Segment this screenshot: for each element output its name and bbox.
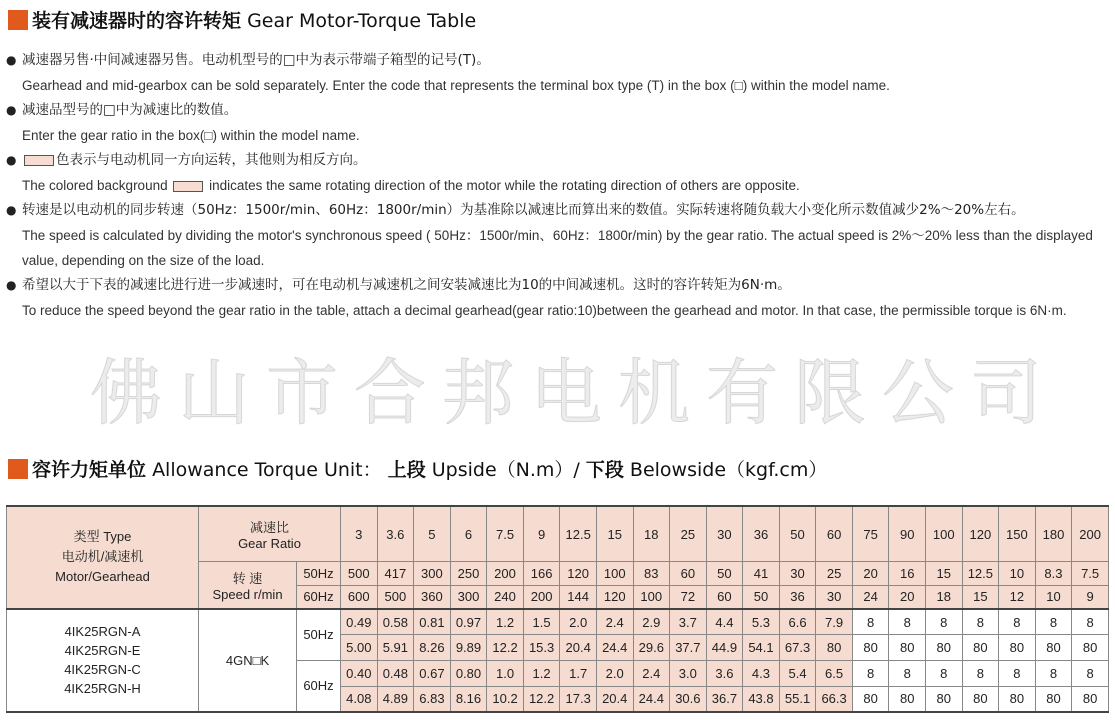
torque-value-cell: 1.7 bbox=[560, 660, 597, 686]
torque-value-cell: 7.9 bbox=[816, 609, 853, 635]
models-cell-line: 4IK25RGN-E bbox=[64, 643, 141, 659]
torque-value-cell: 37.7 bbox=[670, 635, 707, 661]
models-cell bbox=[7, 609, 199, 712]
speed-header-cell bbox=[199, 562, 297, 609]
gear-ratio-cell: 200 bbox=[1072, 506, 1109, 562]
bullet-icon: ● bbox=[6, 103, 17, 117]
company-watermark: 佛山市合邦电机有限公司 bbox=[90, 351, 1059, 435]
torque-value-cell: 2.4 bbox=[596, 609, 633, 635]
torque-value-cell: 80 bbox=[962, 635, 999, 661]
torque-value-cell: 80 bbox=[999, 686, 1036, 712]
note-text-zh: 减速器另售·中间减速器另售。电动机型号的□中为表示带端子箱型的记号(T)。 bbox=[22, 52, 490, 68]
speed-value-cell: 12 bbox=[999, 585, 1036, 609]
speed-value-cell: 240 bbox=[487, 585, 524, 609]
speed-value-cell: 100 bbox=[633, 585, 670, 609]
torque-value-cell: 44.9 bbox=[706, 635, 743, 661]
section-heading-torque-table bbox=[8, 6, 476, 33]
type-header-cell-line: 电动机/减速机 bbox=[61, 549, 144, 565]
speed-value-cell: 360 bbox=[414, 585, 451, 609]
gearhead-cell: 4GN□K bbox=[199, 609, 297, 712]
gear-ratio-cell: 36 bbox=[743, 506, 780, 562]
speed-value-cell: 10 bbox=[1035, 585, 1072, 609]
speed-value-cell: 18 bbox=[926, 585, 963, 609]
gear-ratio-cell: 6 bbox=[450, 506, 487, 562]
torque-value-cell: 8 bbox=[1035, 609, 1072, 635]
bullet-icon: ● bbox=[6, 53, 17, 67]
torque-value-cell: 4.3 bbox=[743, 660, 780, 686]
torque-value-cell: 0.80 bbox=[450, 660, 487, 686]
speed-value-cell: 200 bbox=[487, 562, 524, 586]
speed-value-cell: 12.5 bbox=[962, 562, 999, 586]
gear-ratio-cell: 25 bbox=[670, 506, 707, 562]
torque-value-cell: 2.9 bbox=[633, 609, 670, 635]
note-item bbox=[6, 48, 1112, 98]
torque-value-cell: 54.1 bbox=[743, 635, 780, 661]
torque-value-cell: 6.83 bbox=[414, 686, 451, 712]
torque-value-cell: 3.6 bbox=[706, 660, 743, 686]
speed-value-cell: 15 bbox=[926, 562, 963, 586]
speed-value-cell: 24 bbox=[852, 585, 889, 609]
orange-square-icon bbox=[8, 10, 28, 30]
note-text-zh: 色表示与电动机同一方向运转，其他则为相反方向。 bbox=[56, 152, 367, 168]
table-row bbox=[7, 609, 1109, 635]
gear-ratio-cell: 150 bbox=[999, 506, 1036, 562]
speed-value-cell: 60 bbox=[706, 585, 743, 609]
torque-value-cell: 8 bbox=[889, 660, 926, 686]
torque-value-cell: 8 bbox=[962, 660, 999, 686]
type-header-cell bbox=[7, 506, 199, 609]
torque-value-cell: 0.67 bbox=[414, 660, 451, 686]
torque-value-cell: 1.2 bbox=[523, 660, 560, 686]
speed-value-cell: 500 bbox=[341, 562, 378, 586]
speed-value-cell: 500 bbox=[377, 585, 414, 609]
torque-value-cell: 8.16 bbox=[450, 686, 487, 712]
type-header-cell-line: Motor/Gearhead bbox=[55, 569, 150, 585]
torque-value-cell: 10.2 bbox=[487, 686, 524, 712]
speed-value-cell: 30 bbox=[816, 585, 853, 609]
speed-value-cell: 72 bbox=[670, 585, 707, 609]
torque-value-cell: 2.4 bbox=[633, 660, 670, 686]
torque-value-cell: 0.40 bbox=[341, 660, 378, 686]
torque-value-cell: 8 bbox=[999, 609, 1036, 635]
speed-value-cell: 120 bbox=[560, 562, 597, 586]
torque-value-cell: 36.7 bbox=[706, 686, 743, 712]
frequency-cell: 60Hz bbox=[297, 660, 341, 712]
bullet-icon: ● bbox=[6, 203, 17, 217]
torque-value-cell: 8 bbox=[1035, 660, 1072, 686]
torque-value-cell: 4.89 bbox=[377, 686, 414, 712]
speed-value-cell: 15 bbox=[962, 585, 999, 609]
heading-title-en: Gear Motor-Torque Table bbox=[247, 10, 477, 32]
speed-value-cell: 417 bbox=[377, 562, 414, 586]
torque-value-cell: 2.0 bbox=[596, 660, 633, 686]
models-cell-line: 4IK25RGN-C bbox=[64, 662, 141, 678]
note-item bbox=[6, 273, 1112, 323]
note-text-en: Enter the gear ratio in the box(□) within the model name. bbox=[22, 128, 360, 143]
torque-value-cell: 3.0 bbox=[670, 660, 707, 686]
speed-value-cell: 100 bbox=[596, 562, 633, 586]
torque-value-cell: 80 bbox=[1072, 686, 1109, 712]
torque-value-cell: 8 bbox=[962, 609, 999, 635]
models-cell-line: 4IK25RGN-A bbox=[64, 624, 141, 640]
speed-value-cell: 10 bbox=[999, 562, 1036, 586]
bullet-icon: ● bbox=[6, 278, 17, 292]
torque-value-cell: 80 bbox=[1035, 635, 1072, 661]
torque-value-cell: 1.2 bbox=[487, 609, 524, 635]
speed-value-cell: 300 bbox=[450, 585, 487, 609]
unit-label-zh: 容许力矩单位 bbox=[32, 459, 147, 481]
speed-value-cell: 50 bbox=[743, 585, 780, 609]
speed-value-cell: 120 bbox=[596, 585, 633, 609]
note-text-en: Gearhead and mid-gearbox can be sold separately. Enter the code that represents the terminal box type (T) in the box (□) within the model name. bbox=[22, 78, 890, 93]
torque-value-cell: 5.00 bbox=[341, 635, 378, 661]
color-swatch-icon bbox=[173, 181, 203, 192]
torque-value-cell: 80 bbox=[889, 686, 926, 712]
speed-header-cell-line: Speed r/min bbox=[212, 587, 283, 603]
torque-value-cell: 8 bbox=[889, 609, 926, 635]
note-text-en: The speed is calculated by dividing the motor's synchronous speed ( 50Hz：1500r/min、60Hz：1800r/min) by the gear ratio. The actual speed is 2%～20% less than the displayed value, depending on the size of the load. bbox=[22, 228, 1093, 268]
torque-value-cell: 8 bbox=[1072, 609, 1109, 635]
torque-value-cell: 0.49 bbox=[341, 609, 378, 635]
speed-value-cell: 83 bbox=[633, 562, 670, 586]
torque-value-cell: 6.6 bbox=[779, 609, 816, 635]
torque-value-cell: 0.48 bbox=[377, 660, 414, 686]
torque-value-cell: 17.3 bbox=[560, 686, 597, 712]
gear-ratio-cell: 5 bbox=[414, 506, 451, 562]
torque-value-cell: 80 bbox=[1072, 635, 1109, 661]
torque-value-cell: 4.08 bbox=[341, 686, 378, 712]
torque-value-cell: 8 bbox=[999, 660, 1036, 686]
gear-ratio-cell: 120 bbox=[962, 506, 999, 562]
gear-ratio-cell: 90 bbox=[889, 506, 926, 562]
torque-value-cell: 80 bbox=[889, 635, 926, 661]
lower-label-en: Belowside（kgf.cm） bbox=[629, 459, 828, 481]
gear-ratio-cell: 7.5 bbox=[487, 506, 524, 562]
speed-header-cell-line: 转 速 bbox=[232, 571, 263, 587]
upper-label-en: Upside（N.m）/ bbox=[431, 459, 580, 481]
torque-value-cell: 43.8 bbox=[743, 686, 780, 712]
torque-value-cell: 8 bbox=[852, 609, 889, 635]
gear-ratio-cell: 180 bbox=[1035, 506, 1072, 562]
torque-value-cell: 67.3 bbox=[779, 635, 816, 661]
torque-value-cell: 15.3 bbox=[523, 635, 560, 661]
torque-value-cell: 8 bbox=[926, 609, 963, 635]
note-text-zh: 希望以大于下表的减速比进行进一步减速时，可在电动机与减速机之间安装减速比为10的中间减速机。这时的容许转矩为6N·m。 bbox=[22, 277, 791, 293]
speed-value-cell: 41 bbox=[743, 562, 780, 586]
torque-value-cell: 24.4 bbox=[633, 686, 670, 712]
speed-value-cell: 200 bbox=[523, 585, 560, 609]
table-header-row bbox=[7, 506, 1109, 562]
speed-value-cell: 20 bbox=[889, 585, 926, 609]
bullet-icon: ● bbox=[6, 153, 17, 167]
section-heading-torque-unit bbox=[8, 455, 827, 482]
gear-ratio-header-cell-line: 减速比 bbox=[249, 520, 289, 536]
torque-value-cell: 3.7 bbox=[670, 609, 707, 635]
torque-value-cell: 80 bbox=[816, 635, 853, 661]
torque-value-cell: 8.26 bbox=[414, 635, 451, 661]
torque-value-cell: 5.3 bbox=[743, 609, 780, 635]
torque-value-cell: 80 bbox=[1035, 686, 1072, 712]
speed-value-cell: 600 bbox=[341, 585, 378, 609]
torque-value-cell: 29.6 bbox=[633, 635, 670, 661]
speed-value-cell: 30 bbox=[779, 562, 816, 586]
torque-value-cell: 20.4 bbox=[596, 686, 633, 712]
torque-value-cell: 80 bbox=[999, 635, 1036, 661]
speed-value-cell: 250 bbox=[450, 562, 487, 586]
frequency-cell: 50Hz bbox=[297, 609, 341, 661]
gear-ratio-cell: 50 bbox=[779, 506, 816, 562]
speed-value-cell: 166 bbox=[523, 562, 560, 586]
torque-value-cell: 20.4 bbox=[560, 635, 597, 661]
torque-value-cell: 80 bbox=[926, 686, 963, 712]
torque-value-cell: 9.89 bbox=[450, 635, 487, 661]
torque-value-cell: 0.58 bbox=[377, 609, 414, 635]
speed-value-cell: 60 bbox=[670, 562, 707, 586]
torque-value-cell: 24.4 bbox=[596, 635, 633, 661]
gear-ratio-cell: 3 bbox=[341, 506, 378, 562]
frequency-cell: 50Hz bbox=[297, 562, 341, 586]
gear-ratio-cell: 15 bbox=[596, 506, 633, 562]
type-header-cell-line: 类型 Type bbox=[73, 529, 132, 545]
gear-ratio-cell: 100 bbox=[926, 506, 963, 562]
speed-value-cell: 9 bbox=[1072, 585, 1109, 609]
torque-value-cell: 6.5 bbox=[816, 660, 853, 686]
speed-value-cell: 144 bbox=[560, 585, 597, 609]
heading-title-zh: 装有减速器时的容许转矩 bbox=[32, 10, 242, 32]
gear-ratio-cell: 30 bbox=[706, 506, 743, 562]
speed-value-cell: 300 bbox=[414, 562, 451, 586]
torque-value-cell: 5.4 bbox=[779, 660, 816, 686]
note-text-zh: 减速品型号的□中为减速比的数值。 bbox=[22, 102, 238, 118]
speed-value-cell: 20 bbox=[852, 562, 889, 586]
torque-value-cell: 8 bbox=[1072, 660, 1109, 686]
torque-value-cell: 80 bbox=[852, 686, 889, 712]
torque-value-cell: 30.6 bbox=[670, 686, 707, 712]
gear-ratio-header-cell bbox=[199, 506, 341, 562]
color-swatch-icon bbox=[24, 155, 54, 166]
torque-value-cell: 1.5 bbox=[523, 609, 560, 635]
gear-ratio-cell: 12.5 bbox=[560, 506, 597, 562]
lower-label-zh: 下段 bbox=[585, 459, 624, 481]
speed-value-cell: 25 bbox=[816, 562, 853, 586]
note-text-zh: 转速是以电动机的同步转速（50Hz：1500r/min、60Hz：1800r/min）为基准除以减速比而算出来的数值。实际转速将随负载大小变化所示数值减少2%～20%左右。 bbox=[22, 202, 1025, 218]
gear-ratio-cell: 60 bbox=[816, 506, 853, 562]
gear-ratio-cell: 18 bbox=[633, 506, 670, 562]
note-item bbox=[6, 148, 1112, 198]
torque-value-cell: 80 bbox=[852, 635, 889, 661]
unit-label-en: Allowance Torque Unit： bbox=[152, 459, 382, 481]
speed-value-cell: 50 bbox=[706, 562, 743, 586]
torque-value-cell: 8 bbox=[926, 660, 963, 686]
models-cell-line: 4IK25RGN-H bbox=[64, 681, 141, 697]
torque-value-cell: 4.4 bbox=[706, 609, 743, 635]
torque-value-cell: 2.0 bbox=[560, 609, 597, 635]
torque-value-cell: 5.91 bbox=[377, 635, 414, 661]
note-text-en: indicates the same rotating direction of the motor while the rotating direction of others are opposite. bbox=[209, 178, 800, 193]
torque-value-cell: 80 bbox=[962, 686, 999, 712]
torque-value-cell: 0.97 bbox=[450, 609, 487, 635]
speed-value-cell: 7.5 bbox=[1072, 562, 1109, 586]
frequency-cell: 60Hz bbox=[297, 585, 341, 609]
gear-ratio-cell: 3.6 bbox=[377, 506, 414, 562]
speed-value-cell: 8.3 bbox=[1035, 562, 1072, 586]
torque-value-cell: 55.1 bbox=[779, 686, 816, 712]
gear-ratio-cell: 75 bbox=[852, 506, 889, 562]
torque-value-cell: 66.3 bbox=[816, 686, 853, 712]
note-text-en: The colored background bbox=[22, 178, 168, 193]
speed-value-cell: 36 bbox=[779, 585, 816, 609]
note-text-en: To reduce the speed beyond the gear ratio in the table, attach a decimal gearhead(gear ratio:10)between the gearhead and motor. In that case, the permissible torque is 6N·m. bbox=[22, 303, 1067, 318]
gear-ratio-header-cell-line: Gear Ratio bbox=[238, 536, 301, 552]
torque-value-cell: 8 bbox=[852, 660, 889, 686]
note-item bbox=[6, 98, 1112, 148]
gear-ratio-cell: 9 bbox=[523, 506, 560, 562]
speed-value-cell: 16 bbox=[889, 562, 926, 586]
torque-value-cell: 1.0 bbox=[487, 660, 524, 686]
upper-label-zh: 上段 bbox=[387, 459, 426, 481]
notes-list bbox=[6, 48, 1112, 323]
torque-value-cell: 12.2 bbox=[523, 686, 560, 712]
orange-square-icon bbox=[8, 459, 28, 479]
torque-table bbox=[6, 505, 1109, 713]
note-item bbox=[6, 198, 1112, 273]
torque-value-cell: 0.81 bbox=[414, 609, 451, 635]
torque-value-cell: 80 bbox=[926, 635, 963, 661]
torque-value-cell: 12.2 bbox=[487, 635, 524, 661]
